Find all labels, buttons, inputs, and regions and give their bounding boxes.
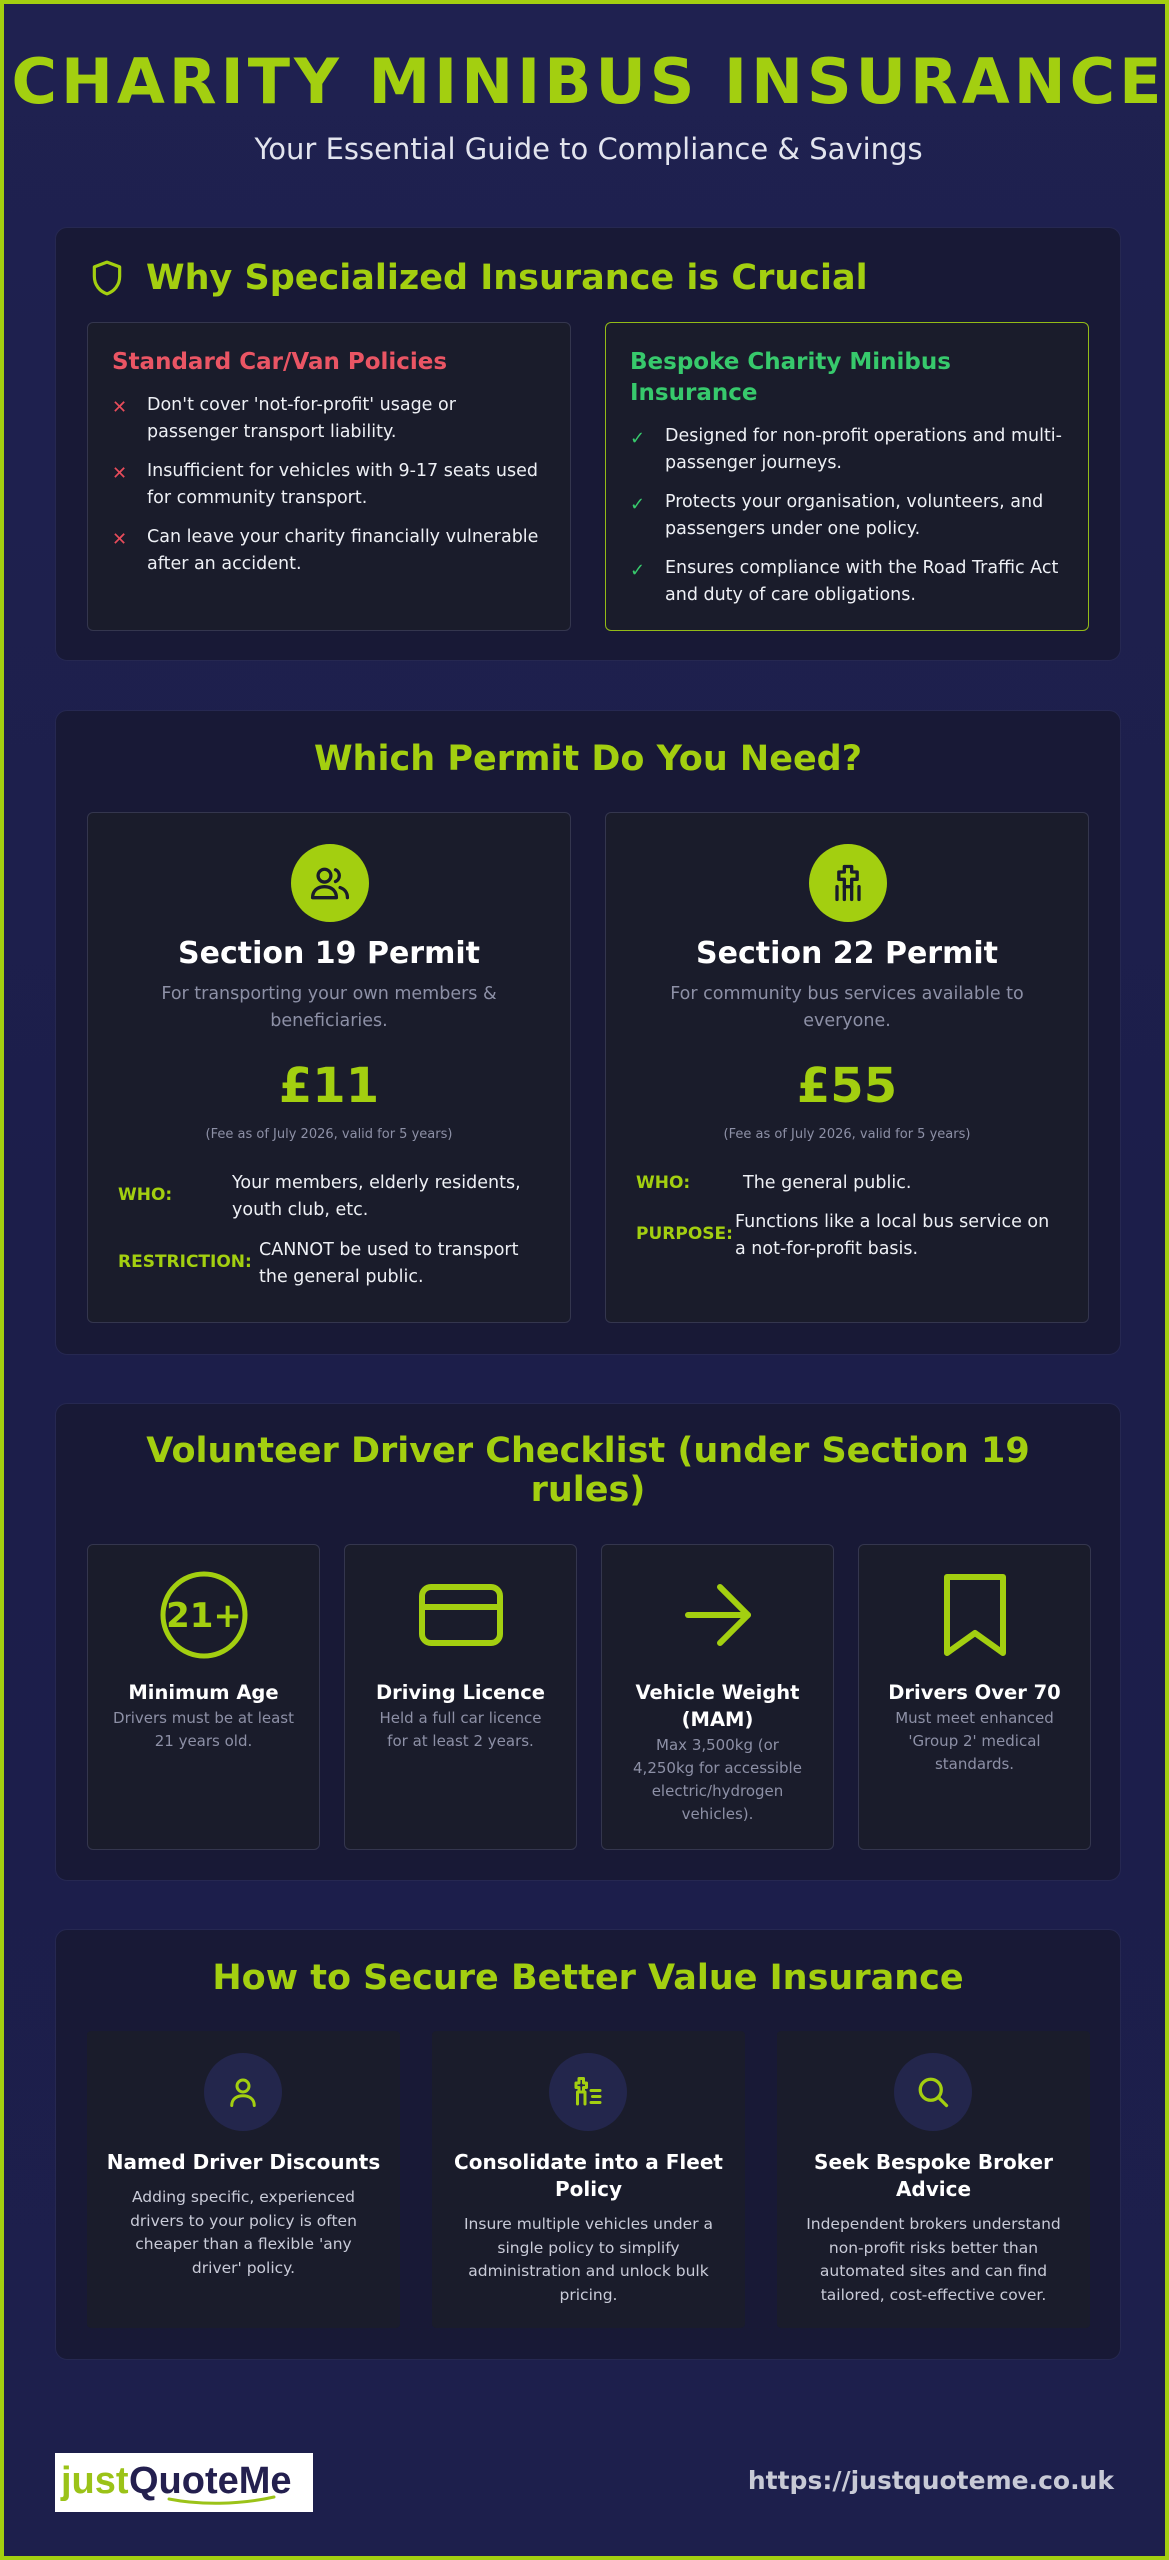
- value-section: [55, 1929, 1121, 2360]
- section-22-who: WHO: The general public.: [636, 1173, 912, 1193]
- licence-card-icon: [417, 1571, 505, 1659]
- value-tip: Seek Bespoke Broker Advice Independent brokers understand non-profit risks better than automated sites and can find tailored, cost-effective cover.: [777, 2031, 1090, 2328]
- section-19-card: [87, 812, 571, 1323]
- checklist-item: 21+ Minimum Age Drivers must be at least 21 years old.: [87, 1544, 320, 1850]
- section-22-title: Section 22 Permit: [696, 936, 998, 971]
- permit-title: Which Permit Do You Need?: [313, 739, 863, 779]
- check-icon: ✓: [630, 494, 646, 515]
- brand-logo[interactable]: [55, 2453, 313, 2512]
- section-19-title: Section 19 Permit: [178, 936, 480, 971]
- value-title: How to Secure Better Value Insurance: [212, 1958, 964, 1998]
- section-19-fee-note: (Fee as of July 2026, valid for 5 years): [205, 1127, 453, 1142]
- section-22-fee-note: (Fee as of July 2026, valid for 5 years): [723, 1127, 971, 1142]
- age-21-icon: [160, 1571, 248, 1659]
- list-item: ✕ Can leave your charity financially vulnerable after an accident.: [112, 524, 546, 578]
- svg-text:QuoteMe: QuoteMe: [129, 2460, 292, 2502]
- cross-icon: ✕: [112, 397, 128, 418]
- shield-icon: [88, 259, 126, 297]
- permit-section: [55, 710, 1121, 1355]
- search-icon: [894, 2053, 972, 2131]
- svg-text:just: just: [61, 2460, 129, 2502]
- standard-policies-title: Standard Car/Van Policies: [112, 349, 448, 375]
- section-19-restriction: RESTRICTION: CANNOT be used to transport the general public.: [118, 1240, 519, 1287]
- check-icon: ✓: [630, 560, 646, 581]
- section-19-description: For transporting your own members & beneficiaries.: [161, 984, 497, 1031]
- website-url[interactable]: https://justquoteme.co.uk: [747, 2466, 1114, 2495]
- value-tip: Named Driver Discounts Adding specific, experienced drivers to your policy is often cheaper than a flexible 'any driver' policy.: [87, 2031, 400, 2328]
- bespoke-insurance-panel: [605, 322, 1089, 631]
- section-22-fee: £55: [796, 1058, 898, 1114]
- list-item: ✓ Designed for non-profit operations and multi-passenger journeys.: [630, 423, 1064, 477]
- list-item: ✕ Insufficient for vehicles with 9-17 seats used for community transport.: [112, 458, 546, 512]
- value-tip: Consolidate into a Fleet Policy Insure multiple vehicles under a single policy to simplify administration and unlock bulk pricing.: [432, 2031, 745, 2328]
- checklist-item: Vehicle Weight (MAM) Max 3,500kg (or 4,250kg for accessible electric/hydrogen vehicles).: [601, 1544, 834, 1850]
- checklist-item: Driving Licence Held a full car licence for at least 2 years.: [344, 1544, 577, 1850]
- check-icon: ✓: [630, 428, 646, 449]
- why-title: Why Specialized Insurance is Crucial: [146, 258, 868, 298]
- standard-policies-list: [112, 392, 546, 578]
- bespoke-insurance-list: [630, 423, 1064, 609]
- checklist-item: Drivers Over 70 Must meet enhanced 'Group 2' medical standards.: [858, 1544, 1091, 1850]
- checklist-title: Volunteer Driver Checklist (under Section 19 rules): [146, 1431, 1030, 1510]
- arrow-right-icon: [674, 1571, 762, 1659]
- section-22-purpose: PURPOSE: Functions like a local bus service on a not-for-profit basis.: [636, 1212, 1050, 1259]
- users-icon: [291, 844, 369, 922]
- section-19-fee: £11: [278, 1058, 380, 1114]
- logo-mark: [59, 2455, 311, 2510]
- checklist-section: [55, 1403, 1121, 1881]
- standard-policies-panel: [87, 322, 571, 631]
- svg-text:21+: 21+: [166, 1596, 242, 1636]
- cross-icon: ✕: [112, 529, 128, 550]
- page-title: CHARITY MINIBUS INSURANCE: [11, 45, 1166, 118]
- section-22-description: For community bus services available to everyone.: [670, 984, 1024, 1031]
- list-item: ✕ Don't cover 'not-for-profit' usage or passenger transport liability.: [112, 392, 546, 446]
- page-subtitle: Your Essential Guide to Compliance & Savings: [254, 132, 923, 166]
- why-section: [55, 227, 1121, 661]
- bespoke-insurance-title: Bespoke Charity Minibus Insurance: [630, 349, 951, 406]
- hero: [4, 46, 1169, 166]
- bookmark-icon: [931, 1571, 1019, 1659]
- why-heading: [88, 258, 868, 298]
- user-icon: [204, 2053, 282, 2131]
- list-item: ✓ Ensures compliance with the Road Traffic Act and duty of care obligations.: [630, 555, 1064, 609]
- cross-icon: ✕: [112, 463, 128, 484]
- list-item: ✓ Protects your organisation, volunteers, and passengers under one policy.: [630, 489, 1064, 543]
- section-19-who: WHO: Your members, elderly residents, youth club, etc.: [118, 1173, 521, 1220]
- fleet-icon: [549, 2053, 627, 2131]
- section-22-card: [605, 812, 1089, 1323]
- community-icon: [809, 844, 887, 922]
